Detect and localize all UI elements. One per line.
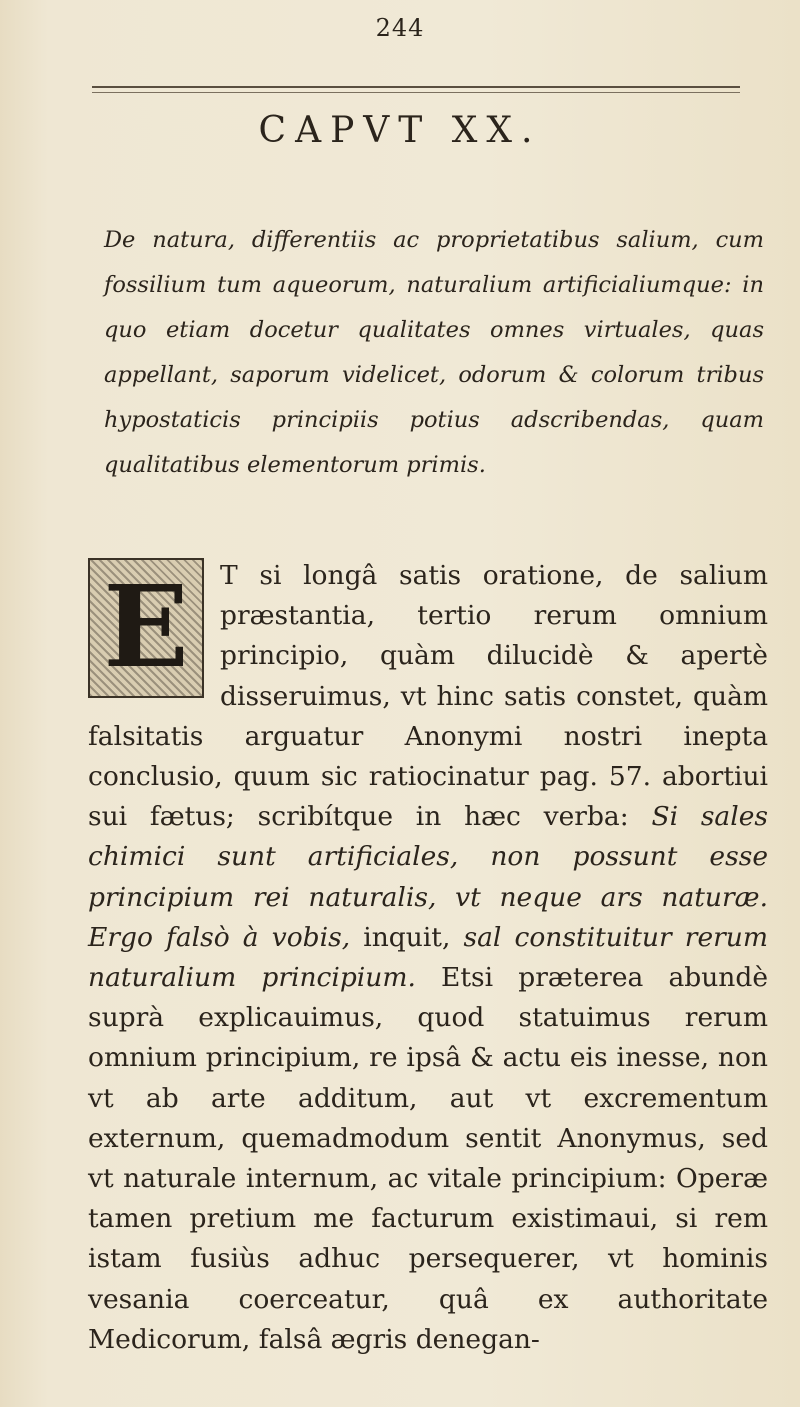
body-text <box>88 556 768 1360</box>
header-rule <box>92 86 740 88</box>
paragraph-continuation: Etsi præterea abundè suprà explicauimus, quod statuimus rerum omnium principium, re ipsâ & actu eis inesse, non vt ab arte additum, aut vt excrementum externum, quemadmodum sentit Anonymus, sed vt naturale internum, ac vitale principium: Operæ tamen pretium me facturum existimaui, si rem istam fusiùs adhuc persequerer, vt hominis vesania coerceatur, quâ ex authoritate Medicorum, falsâ ægris denegan- <box>88 962 769 1355</box>
page-number: 244 <box>375 14 425 42</box>
quote-italic: Si sales chimici sunt artificiales, non possunt esse principium rei naturalis, vt neque ars naturæ. Ergo falsò à vobis, <box>88 801 768 953</box>
quote-italic-2: sal constituitur rerum naturalium principium. <box>88 921 768 994</box>
chapter-summary: De natura, differentiis ac proprietatibus salium, cum fossilium tum aqueorum, naturalium artificialiumque: in quo etiam docetur qualitates omnes virtuales, quas appellant, saporum videlicet, odorum & colorum tribus hypostaticis principiis potius adscribendas, quam qualitatibus elementorum primis. <box>104 227 764 478</box>
initial-letter: E <box>88 558 204 698</box>
header-rule-thin <box>92 92 740 93</box>
decorated-initial <box>88 558 206 710</box>
paragraph-opening: T si longâ satis oratione, de salium præstantia, tertio rerum omnium principio, quàm dilucidè & apertè disseruimus, vt hinc satis constet, quàm falsitatis arguatur Anonymi nostri inepta conclusio, quum sic ratiocinatur pag. 57. abortiui sui fætus; scribítque in hæc verba: <box>88 560 768 833</box>
chapter-title: CAPVT XX. <box>258 110 542 151</box>
inquit-text: inquit, <box>350 921 464 953</box>
